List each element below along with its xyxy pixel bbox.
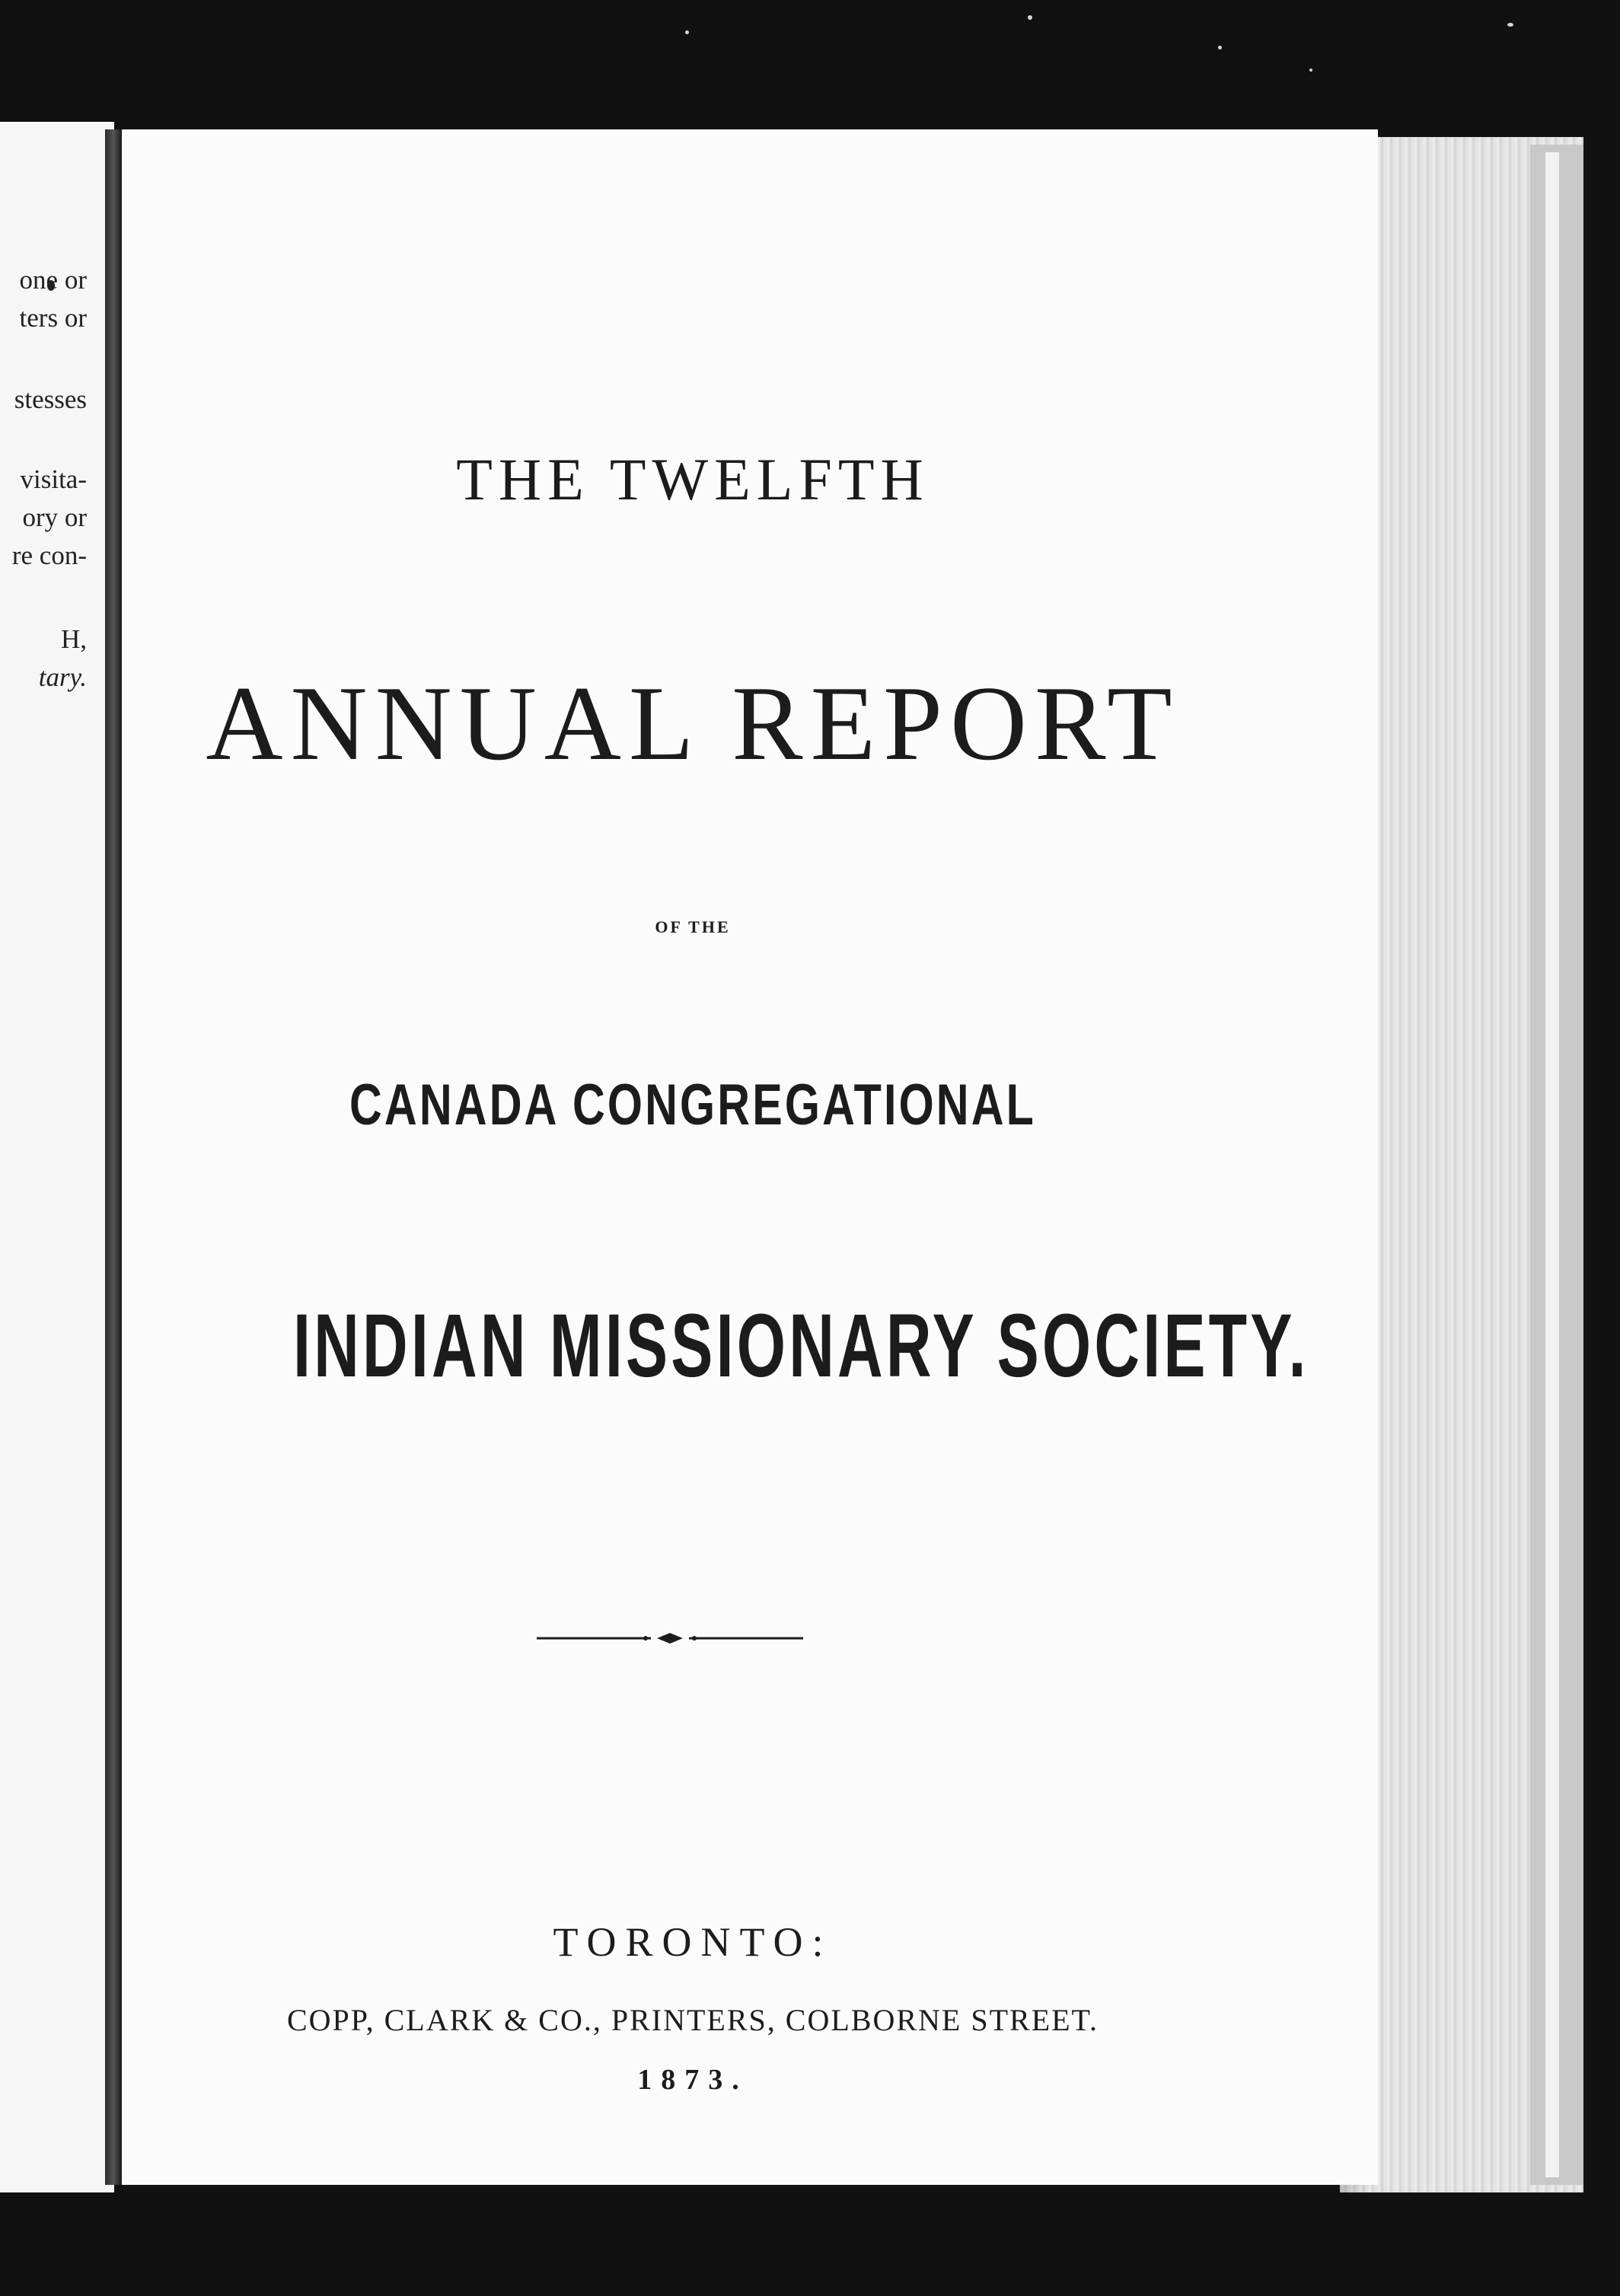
- previous-page-line: ory or: [22, 502, 87, 532]
- title-organization-line2: INDIAN MISSIONARY SOCIETY.: [293, 1296, 1309, 1396]
- dust-speck: [1028, 15, 1032, 20]
- title-page: [122, 129, 1378, 2185]
- imprint-year: 1873.: [637, 2064, 748, 2096]
- page-edges-highlight: [1545, 152, 1559, 2177]
- book-gutter: [105, 129, 122, 2185]
- previous-page-line: H,: [60, 624, 87, 654]
- dust-speck: [1309, 69, 1312, 72]
- imprint-printer: COPP, CLARK & CO., PRINTERS, COLBORNE STREET.: [286, 2003, 1099, 2037]
- previous-page-line: stesses: [14, 384, 87, 414]
- dust-speck: [1218, 46, 1222, 49]
- previous-page-line: ters or: [19, 303, 87, 333]
- previous-page-line: tary.: [38, 662, 87, 692]
- title-main: ANNUAL REPORT: [206, 665, 1180, 783]
- previous-page-line: visita-: [20, 464, 87, 494]
- rule-ornament-icon: [537, 1629, 803, 1647]
- title-connector: OF THE: [655, 917, 731, 936]
- title-organization-line1: CANADA CONGREGATIONAL: [349, 1073, 1036, 1137]
- dust-speck: [685, 30, 689, 34]
- previous-page-line: one or: [19, 265, 87, 295]
- previous-page-line: re con-: [11, 541, 87, 570]
- previous-page-fragment: [0, 122, 114, 2192]
- title-ordinal: THE TWELFTH: [456, 446, 930, 512]
- dust-speck: [1507, 23, 1513, 27]
- imprint-city: TORONTO:: [553, 1919, 833, 1965]
